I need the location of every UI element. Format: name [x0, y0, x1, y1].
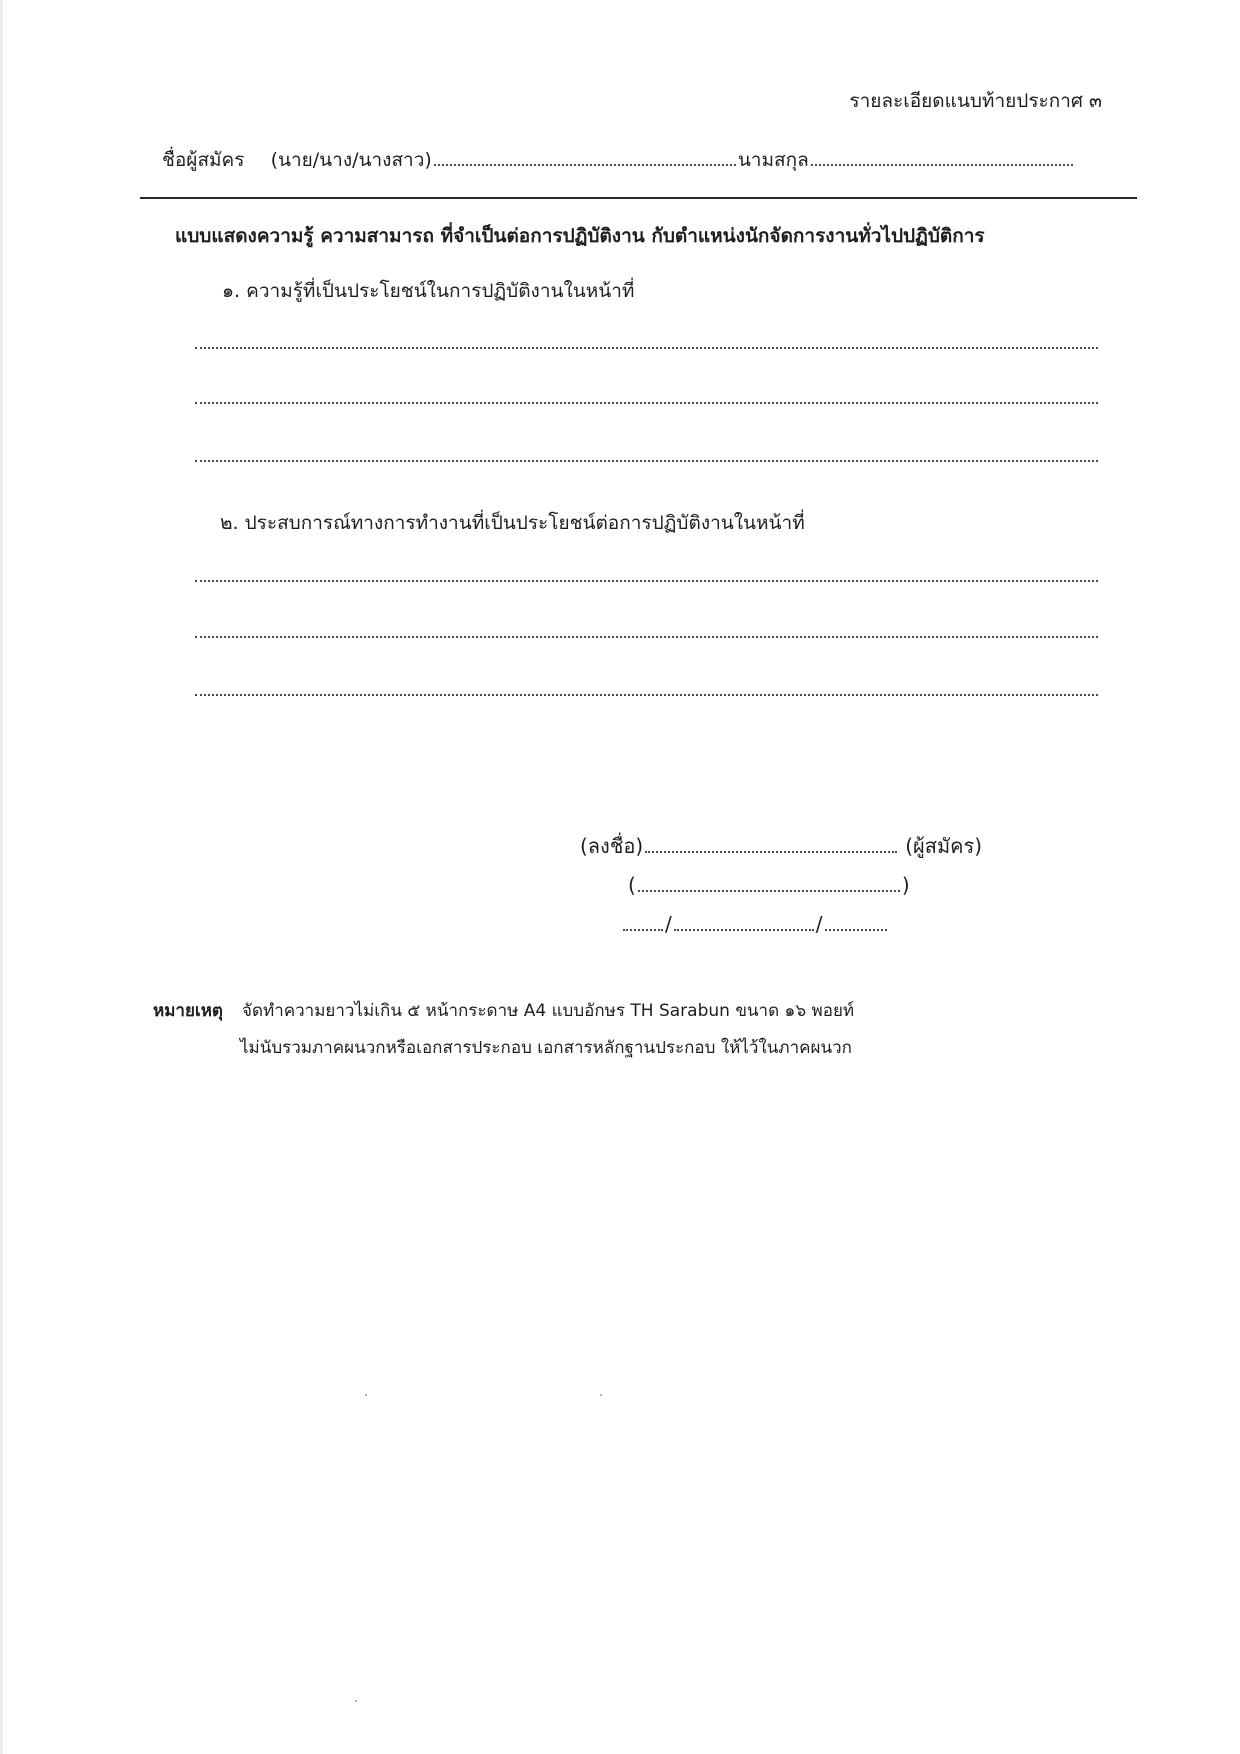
note-label: หมายเหตุ [153, 1001, 223, 1021]
section1-answer-line-3[interactable] [195, 460, 1098, 462]
date-separator-2: / [815, 912, 823, 936]
signature-field[interactable] [645, 851, 897, 853]
attachment-reference: รายละเอียดแนบท้ายประกาศ ๓ [849, 90, 1102, 112]
applicant-name-label: ชื่อผู้สมัคร [162, 149, 245, 171]
section2-answer-line-1[interactable] [195, 580, 1098, 582]
applicant-name-field[interactable] [434, 164, 736, 166]
date-month-field[interactable] [674, 929, 814, 931]
section1-answer-line-2[interactable] [195, 402, 1098, 404]
section2-heading: ๒. ประสบการณ์ทางการทำงานที่เป็นประโยชน์ต่อการปฏิบัติงานในหน้าที่ [220, 512, 805, 534]
date-separator-1: / [665, 912, 672, 936]
printed-name-line [628, 875, 910, 895]
applicant-name-line [162, 151, 1075, 170]
date-year-field[interactable] [825, 929, 887, 931]
applicant-surname-label: นามสกุล [737, 149, 809, 171]
header-divider [140, 197, 1137, 199]
scan-edge-shadow [0, 0, 3, 1754]
scan-speck [600, 1394, 602, 1396]
signature-prefix: (ลงชื่อ) [580, 834, 644, 858]
scan-speck [355, 1700, 357, 1702]
printed-name-open: ( [628, 873, 636, 897]
note-line-1: จัดทำความยาวไม่เกิน ๕ หน้ากระดาษ A4 แบบอักษร TH Sarabun ขนาด ๑๖ พอยท์ [242, 1001, 855, 1021]
printed-name-close: ) [901, 873, 910, 897]
section1-answer-line-1[interactable] [195, 347, 1098, 349]
applicant-surname-field[interactable] [811, 164, 1073, 166]
signature-suffix: (ผู้สมัคร) [905, 834, 983, 858]
section1-heading: ๑. ความรู้ที่เป็นประโยชน์ในการปฏิบัติงานในหน้าที่ [222, 280, 635, 302]
note-line-2: ไม่นับรวมภาคผนวกหรือเอกสารประกอบ เอกสารหลักฐานประกอบ ให้ไว้ในภาคผนวก [240, 1038, 852, 1058]
printed-name-field[interactable] [638, 890, 900, 892]
form-title: แบบแสดงความรู้ ความสามารถ ที่จำเป็นต่อการปฏิบัติงาน กับตำแหน่งนักจัดการงานทั่วไปปฏิบัติการ [175, 225, 985, 247]
signature-line [580, 836, 982, 856]
date-day-field[interactable] [623, 929, 663, 931]
section2-answer-line-3[interactable] [195, 694, 1098, 696]
section2-answer-line-2[interactable] [195, 636, 1098, 638]
scan-speck [365, 1394, 367, 1396]
date-line [621, 914, 889, 934]
applicant-title-options: (นาย/นาง/นางสาว) [270, 149, 432, 171]
